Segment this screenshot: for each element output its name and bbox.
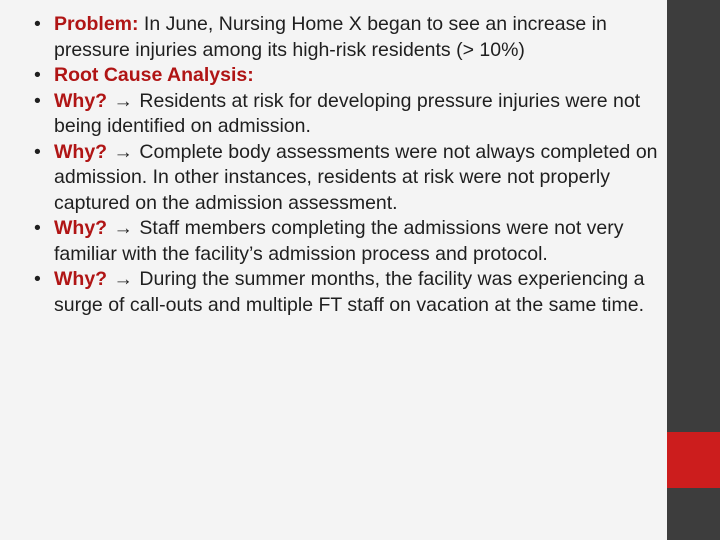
bullet-dot-icon: • (34, 89, 41, 112)
bullet-label: Problem: (54, 13, 139, 35)
slide-content (34, 12, 658, 318)
bullet-why-2 (34, 140, 658, 217)
bullet-text: During the summer months, the facility was experiencing a surge of call-outs and multiple FT staff on vacation at the same time. (54, 268, 645, 316)
bullet-root-cause (34, 63, 658, 89)
bullet-dot-icon: • (34, 64, 41, 86)
bullet-label: Why? (54, 140, 108, 163)
bullet-dot-icon: • (34, 140, 41, 163)
bullet-problem (34, 12, 658, 63)
bullet-text: Residents at risk for developing pressure injuries were not being identified on admission. (54, 89, 641, 137)
right-arrow-icon: → (113, 217, 133, 239)
bullet-label: Why? (54, 89, 108, 112)
bullet-label: Why? (54, 268, 108, 290)
bullet-dot-icon: • (34, 13, 41, 35)
bullet-label: Why? (54, 217, 108, 239)
right-arrow-icon: → (113, 89, 133, 112)
bullet-why-3 (34, 216, 658, 267)
sidebar-accent-block (667, 432, 720, 488)
right-arrow-icon: → (113, 268, 133, 290)
bullet-list (34, 12, 658, 318)
right-arrow-icon: → (113, 140, 133, 163)
bullet-text: In June, Nursing Home X began to see an increase in pressure injuries among its high-risk residents (> 10%) (54, 13, 607, 61)
bullet-label: Root Cause Analysis: (54, 64, 254, 86)
bullet-dot-icon: • (34, 217, 41, 239)
bullet-why-1 (34, 89, 658, 140)
bullet-why-4 (34, 267, 658, 318)
bullet-dot-icon: • (34, 268, 41, 290)
bullet-text: Complete body assessments were not always completed on admission. In other instances, residents at risk were not properly captured on the admission assessment. (54, 140, 658, 214)
bullet-text: Staff members completing the admissions were not very familiar with the facility’s admission process and protocol. (54, 217, 624, 265)
